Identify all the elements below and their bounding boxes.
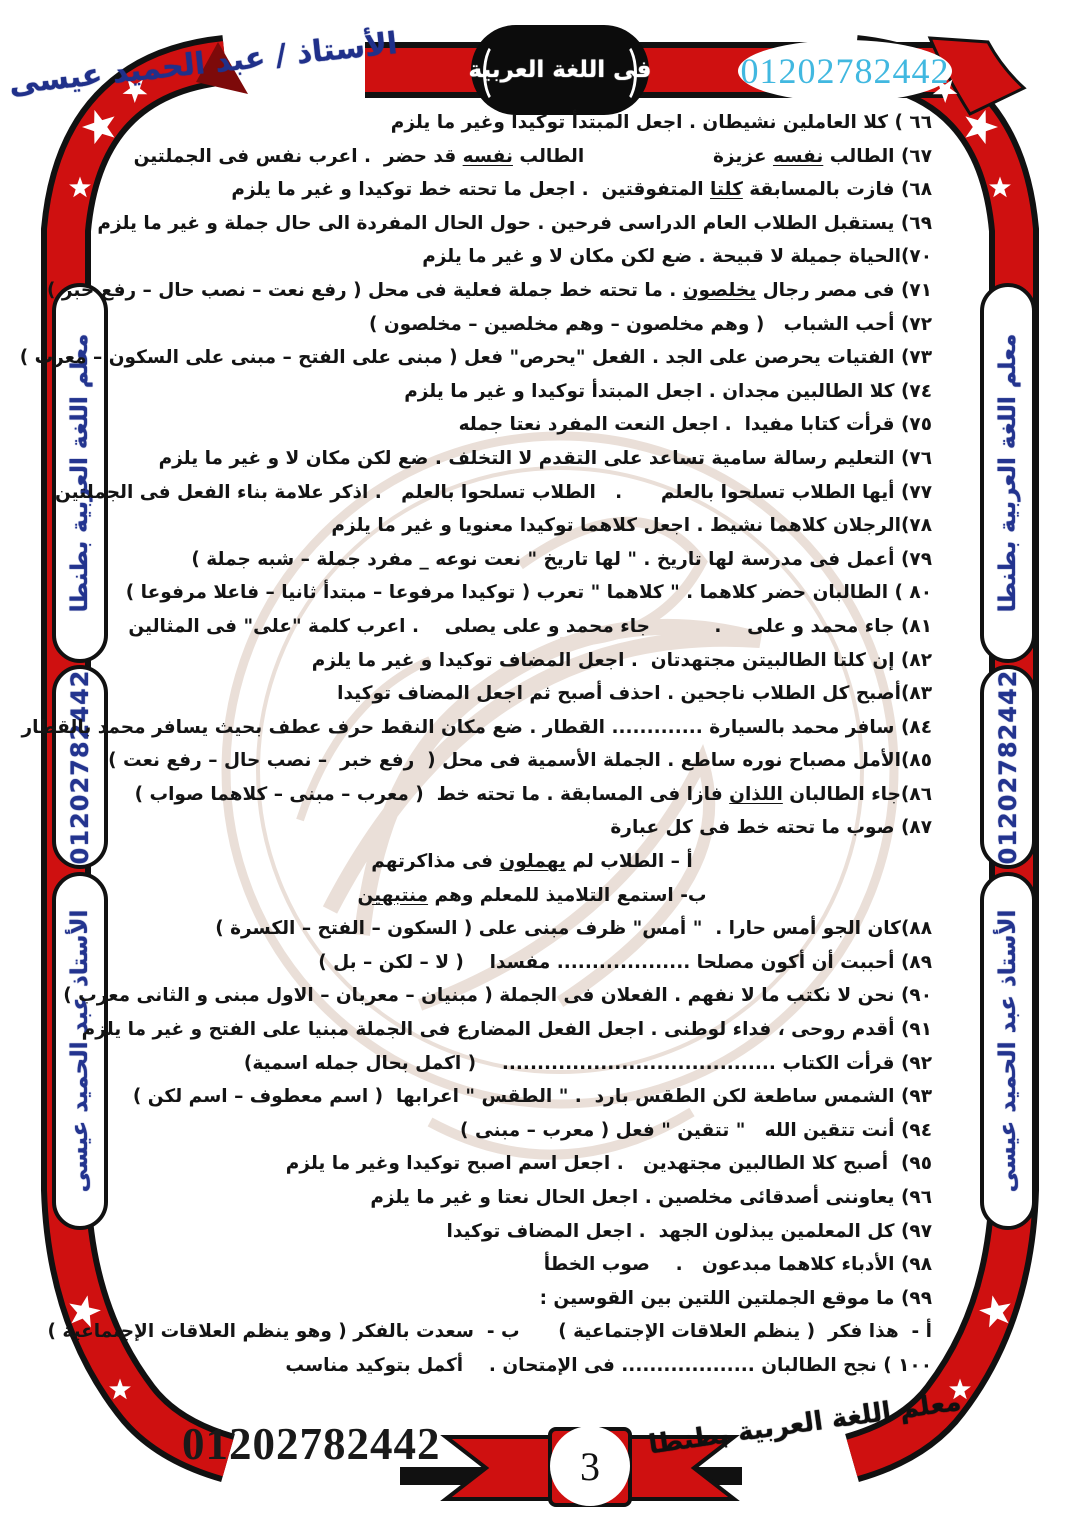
question-line: ٧١) فى مصر رجال يخلصون . ما تحته خط جملة فعلية فى محل ( رفع نعت – نصب حال – رفع خبر ) [46, 279, 932, 301]
teacher-name: الأستاذ / عبد الحميد عيسى [7, 26, 400, 102]
question-line: ٧٣) الفتيات يحرصن على الجد . الفعل "يحرص" فعل ( مبنى على الفتح – مبنى على السكون – معرب ) [19, 347, 932, 369]
question-line: ٨٦)جاء الطالبان اللذان فازا فى المسابقة . ما تحته خط ( معرب – مبنى – كلاهما صواب ) [134, 783, 932, 805]
question-line: ٩٦) يعاوننى أصدقائى مخلصين . اجعل الحال نعتا و غير ما يلزم [370, 1187, 932, 1208]
page-number: 3 [580, 1443, 600, 1489]
subject-badge [468, 25, 652, 115]
left-pill-school [52, 283, 108, 663]
header-phone: 01202782442 [738, 40, 952, 102]
right-pill-school [980, 283, 1036, 663]
question-line: ٩٣) الشمس ساطعة لكن الطقس بارد . " الطقس " اعرابها ( اسم معطوف – اسم لكن ) [132, 1086, 932, 1108]
question-line: ٧٢) أحب الشباب ( وهم مخلصون – وهم مخلصين – مخلصون ) [369, 313, 932, 335]
question-line: ٨٢) إن كلتا الطالبيتن مجتهدتان . اجعل المضاف توكيدا و غير ما يلزم [311, 649, 932, 671]
right-pill-teacher-label: الأستاذ عبد الحميد عيسى [995, 909, 1021, 1193]
question-line: أ – الطلاب لم يهملون فى مذاكرتهم [371, 851, 693, 873]
question-line: ب- استمع التلاميذ للمعلم وهم منتبهين [357, 884, 707, 906]
question-line: ٧٧) أيها الطلاب تسلحوا بالعلم . الطلاب تسلحوا بالعلم . اذكر علامة بناء الفعل فى الجملتين [55, 481, 932, 503]
question-line: ٨٧) صوب ما تحته خط فى كل عبارة [610, 817, 932, 839]
badge-right-arc-icon [609, 42, 637, 104]
question-line: ٩٤) أنت تتقين الله " تتقين " فعل ( معرب – مبنى ) [460, 1119, 932, 1141]
question-line: ٩٧) كل المعلمين يبذلون الجهد . اجعل المضاف توكيدا [446, 1220, 932, 1242]
left-pill-phone-label: 01202782442 [66, 669, 94, 865]
question-line: ٨١) جاء محمد و على . جاء محمد و على يصلى . اعرب كلمة "على" فى المثالين [128, 615, 932, 637]
left-pill-school-label: معلم اللغة العربية بطنطا [67, 333, 93, 613]
question-line: ٦٦ ) كلا العاملين نشيطان . اجعل المبتدأ توكيدا وغير ما يلزم [390, 112, 932, 133]
question-line: ٨٤) سافر محمد بالسيارة ............. القطار . ضع مكان النقط حرف عطف بحيث يسافر محمد بالقطار [21, 716, 932, 738]
question-line: ٦٩) يستقبل الطلاب العام الدراسى فرحين . حول الحال المفردة الى حال جملة و غير ما يلزم [97, 212, 932, 234]
question-line: ٧٨)الرجلان كلاهما نشيط . اجعل كلاهما توكيدا معنويا و غير ما يلزم [331, 515, 932, 537]
left-pill-teacher-label: الأستاذ عبد الحميد عيسى [67, 909, 93, 1193]
subject-badge-label: فى اللغة العربية [468, 57, 652, 83]
right-pill-school-label: معلم اللغة العربية بطنطا [995, 333, 1021, 613]
footer-credit: معلم اللغة العربية بطنطا [646, 1386, 964, 1461]
right-pill-phone [980, 665, 1036, 869]
question-line: ٨٣)أصبح كل الطلاب ناجحين . احذف أصبح ثم اجعل المضاف توكيدا [337, 683, 932, 705]
right-pill-phone-label: 01202782442 [994, 669, 1022, 865]
question-line: ٦٧) الطالب نفسه عزيزة الطالب نفسه قد حضر . اعرب نفس فى الجملتين [133, 145, 932, 167]
question-line: ٦٨) فازت بالمسابقة كلتا المتفوقتين . اجعل ما تحته خط توكيدا و غير ما يلزم [231, 179, 932, 201]
badge-left-arc-icon [483, 42, 511, 104]
question-line: ٨٩) أحببت أن أكون مصلحا ................... مفسدا ( لا – لكن – بل ) [318, 951, 932, 973]
question-line: ٨٠ ) الطالبان حضر كلاهما . " كلاهما " تعرب ( توكيدا مرفوعا – مبتدأ ثانيا – فاعلا مرفوعا ) [125, 582, 932, 604]
left-pill-teacher [52, 872, 108, 1230]
question-line: ٩٢) قرأت الكتاب ....................................... ( اكمل بحال جمله اسمية) [243, 1052, 932, 1074]
question-line: ٩٥) أصبح كلا الطالبين مجتهدين . اجعل اسم اصبح توكيدا وغير ما يلزم [285, 1153, 932, 1175]
question-line: ٩٨) الأدباء كلاهما مبدعون . صوب الخطأ [543, 1254, 932, 1276]
question-line: ٧٥) قرأت كتابا مفيدا . اجعل النعت المفرد نعتا جمله [458, 414, 932, 436]
question-line: ٧٩) أعمل فى مدرسة لها تاريخ . " لها تاريخ " نعت نوعه _ مفرد جملة – شبه جملة ) [191, 548, 932, 570]
left-pill-phone [52, 665, 108, 869]
question-line: ٩١) أقدم روحى ، فداء لوطنى . اجعل الفعل المضارع فى الجملة مبنيا على الفتح و غير ما يلزم [81, 1019, 932, 1041]
question-line: أ - هذا فكر ( ينظم العلاقات الإجتماعية ) ب - سعدت بالفكر ( وهو ينظم العلاقات الإجتماعية ) [47, 1321, 932, 1343]
question-line: ١٠٠ ) نجح الطالبان ................... فى الإمتحان . أكمل بتوكيد مناسب [285, 1354, 932, 1376]
question-line: ٨٨)كان الجو أمس حارا . " أمس" ظرف مبنى على ( السكون – الفتح – الكسرة ) [215, 918, 932, 940]
question-line: ٧٠)الحياة جميلة لا قبيحة . ضع لكن مكان لا و غير ما يلزم [422, 246, 932, 268]
question-line: ٩٠) نحن لا نكتب ما لا نفهم . الفعلان فى الجملة ( مبنيان – معربان – الاول مبنى و الثانى معرب ) [63, 985, 932, 1007]
question-line: ٧٤) كلا الطالبين مجدان . اجعل المبتدأ توكيدا و غير ما يلزم [404, 380, 932, 402]
question-line: ٩٩) ما موقع الجملتين اللتين بين القوسين : [539, 1287, 932, 1309]
question-line: ٨٥)الأمل مصباح نوره ساطع . الجملة الأسمية فى محل ( رفع خبر – نصب حال – رفع نعت ) [108, 750, 932, 772]
footer-phone: 01202782442 [182, 1419, 441, 1469]
right-pill-teacher [980, 872, 1036, 1230]
question-line: ٧٦) التعليم رسالة سامية تساعد على التقدم لا التخلف . ضع لكن مكان لا و غير ما يلزم [158, 447, 932, 469]
